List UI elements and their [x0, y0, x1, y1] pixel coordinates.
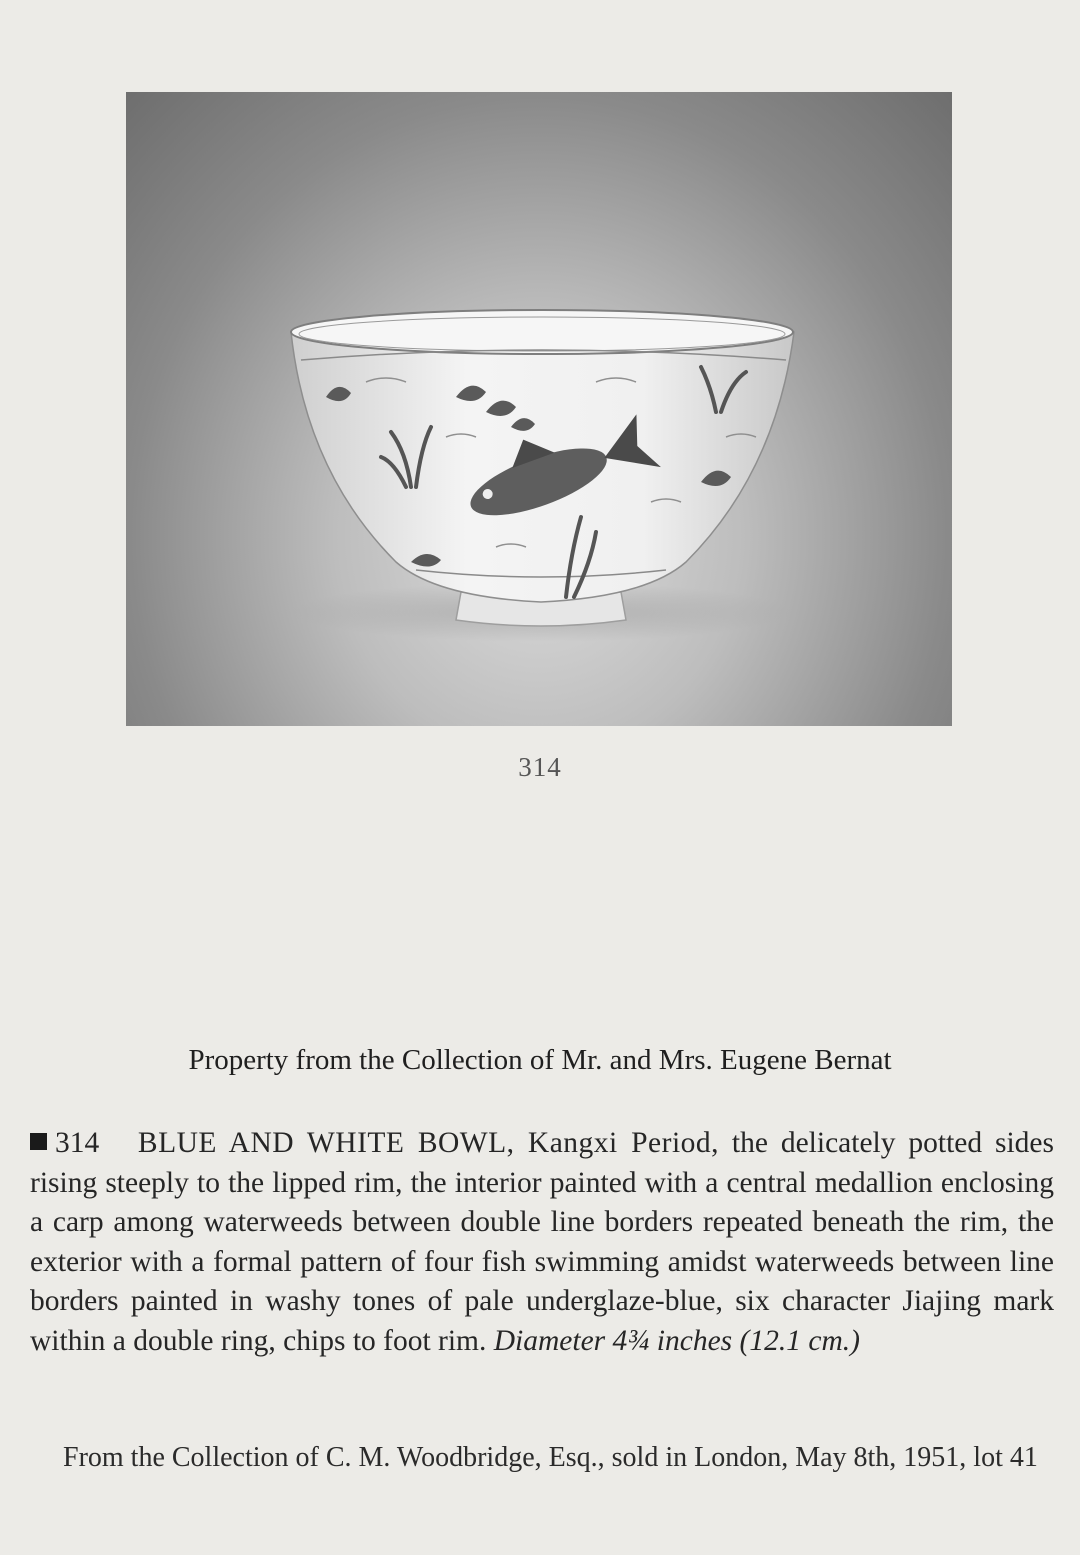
- lot-dimensions: Diameter 4¾ inches (12.1 cm.): [493, 1324, 860, 1357]
- collection-heading: Property from the Collection of Mr. and Mrs. Eugene Bernat: [188, 1044, 892, 1076]
- lot-title: BLUE AND WHITE BOWL, Kangxi Period,: [137, 1127, 720, 1159]
- lot-number: 314: [55, 1127, 100, 1159]
- sale-marker-icon: [30, 1133, 47, 1150]
- provenance-note: From the Collection of C. M. Woodbridge, Esq., sold in London, May 8th, 1951, lot 41: [63, 1442, 1038, 1473]
- bowl-photograph: [126, 92, 952, 726]
- plate-number: 314: [518, 752, 562, 782]
- lot-description: the delicately potted sides rising steeply to the lipped rim, the interior painted with a central medallion enclosing a carp among waterweeds between double line borders repeated beneath the rim, the exterior with a formal pattern of four fish swimming amidst waterweeds between line borders painted in washy tones of pale underglaze-blue, six character Jiajing mark within a double ring, chips to foot rim.: [30, 1127, 1054, 1357]
- lot-entry: [30, 1124, 1054, 1361]
